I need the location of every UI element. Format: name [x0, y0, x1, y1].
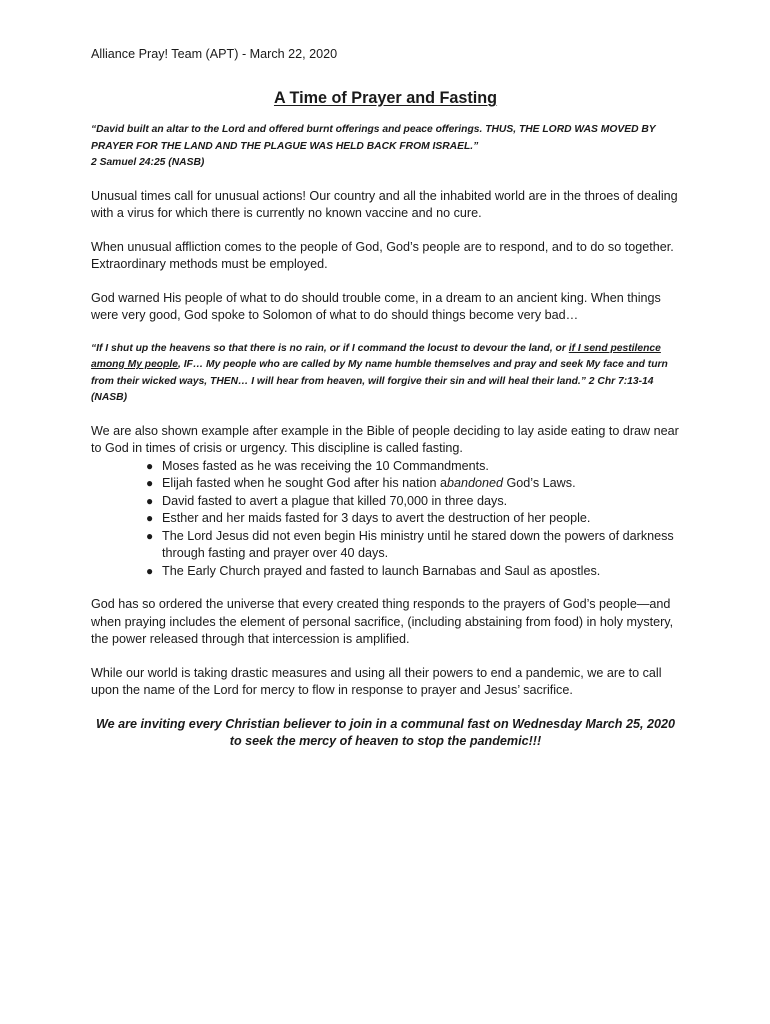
list-item: ● Esther and her maids fasted for 3 days to avert the destruction of her people.	[161, 510, 680, 528]
bullet-icon: ●	[146, 493, 154, 508]
list-item: ● Elijah fasted when he sought God after his nation abandoned God’s Laws.	[161, 475, 680, 493]
document-header: Alliance Pray! Team (APT) - March 22, 2020	[91, 47, 338, 61]
opening-scripture-quote	[91, 122, 680, 172]
closing-invitation: We are inviting every Christian believer to join in a communal fast on Wednesday March 25, 2020 to seek the mercy of heaven to stop the pandemic!!!	[95, 716, 676, 748]
paragraph-ordered-universe: God has so ordered the universe that every created thing responds to the prayers of God’s people—and when praying includes the element of personal sacrifice, (including abstaining from food) in holy mystery, the power released through that intercession is amplified.	[91, 597, 674, 646]
bullet-icon: ●	[146, 563, 154, 578]
list-item: ● Moses fasted as he was receiving the 10 Commandments.	[161, 458, 680, 476]
list-item: ● The Early Church prayed and fasted to launch Barnabas and Saul as apostles.	[161, 563, 680, 581]
fasting-examples-list	[91, 458, 680, 581]
bullet-icon: ●	[146, 511, 154, 525]
list-item: ● The Lord Jesus did not even begin His ministry until he stared down the powers of darkness through fasting and prayer over 40 days.	[146, 528, 674, 560]
quote-reference: 2 Samuel 24:25 (NASB)	[91, 157, 205, 168]
paragraph-god-warned: God warned His people of what to do should trouble come, in a dream to an ancient king. When things were very good, God spoke to Solomon of what to do should things become very bad…	[91, 290, 661, 322]
bullet-icon: ●	[146, 458, 154, 473]
quote-part-1: “If I shut up the heavens so that there is no rain, or if I command the locust to devour the land, or	[91, 342, 569, 354]
document-title: A Time of Prayer and Fasting	[273, 89, 498, 107]
quote-text: “David built an altar to the Lord and offered burnt offerings and peace offerings. THUS, THE LORD WAS MOVED BY PRAYER FOR THE LAND AND THE PLAGUE WAS HELD BACK FROM ISRAEL.”	[91, 124, 656, 152]
bullet-icon: ●	[146, 476, 154, 490]
paragraph-unusual-affliction: When unusual affliction comes to the people of God, God’s people are to respond, and to do so together. Extraordinary methods must be employed.	[91, 239, 674, 271]
paragraph-fasting-examples: We are also shown example after example in the Bible of people deciding to lay aside eating to draw near to God in times of crisis or urgency. This discipline is called fasting.	[91, 423, 679, 455]
paragraph-drastic-measures: While our world is taking drastic measures and using all their powers to end a pandemic, we are to call upon the name of the Lord for mercy to flow in response to prayer and Jesus’ sacrifice.	[91, 665, 662, 697]
quote-part-2: , IF… My people who are called by My name humble themselves and pray and seek My face and turn from their wicked ways, THEN… I will hear from heaven, will forgive their sin and will heal their land.” 2 Chr 7:13-14 (NASB)	[91, 359, 668, 403]
chronicles-scripture-quote	[91, 341, 680, 407]
quote-underlined-phrase: if I send pestilence among My people	[91, 342, 661, 370]
bullet-icon: ●	[146, 528, 154, 543]
paragraph-unusual-times: Unusual times call for unusual actions! Our country and all the inhabited world are in the throes of dealing with a virus for which there is currently no known vaccine and no cure.	[91, 188, 678, 220]
list-item: ● David fasted to avert a plague that killed 70,000 in three days.	[161, 493, 680, 511]
